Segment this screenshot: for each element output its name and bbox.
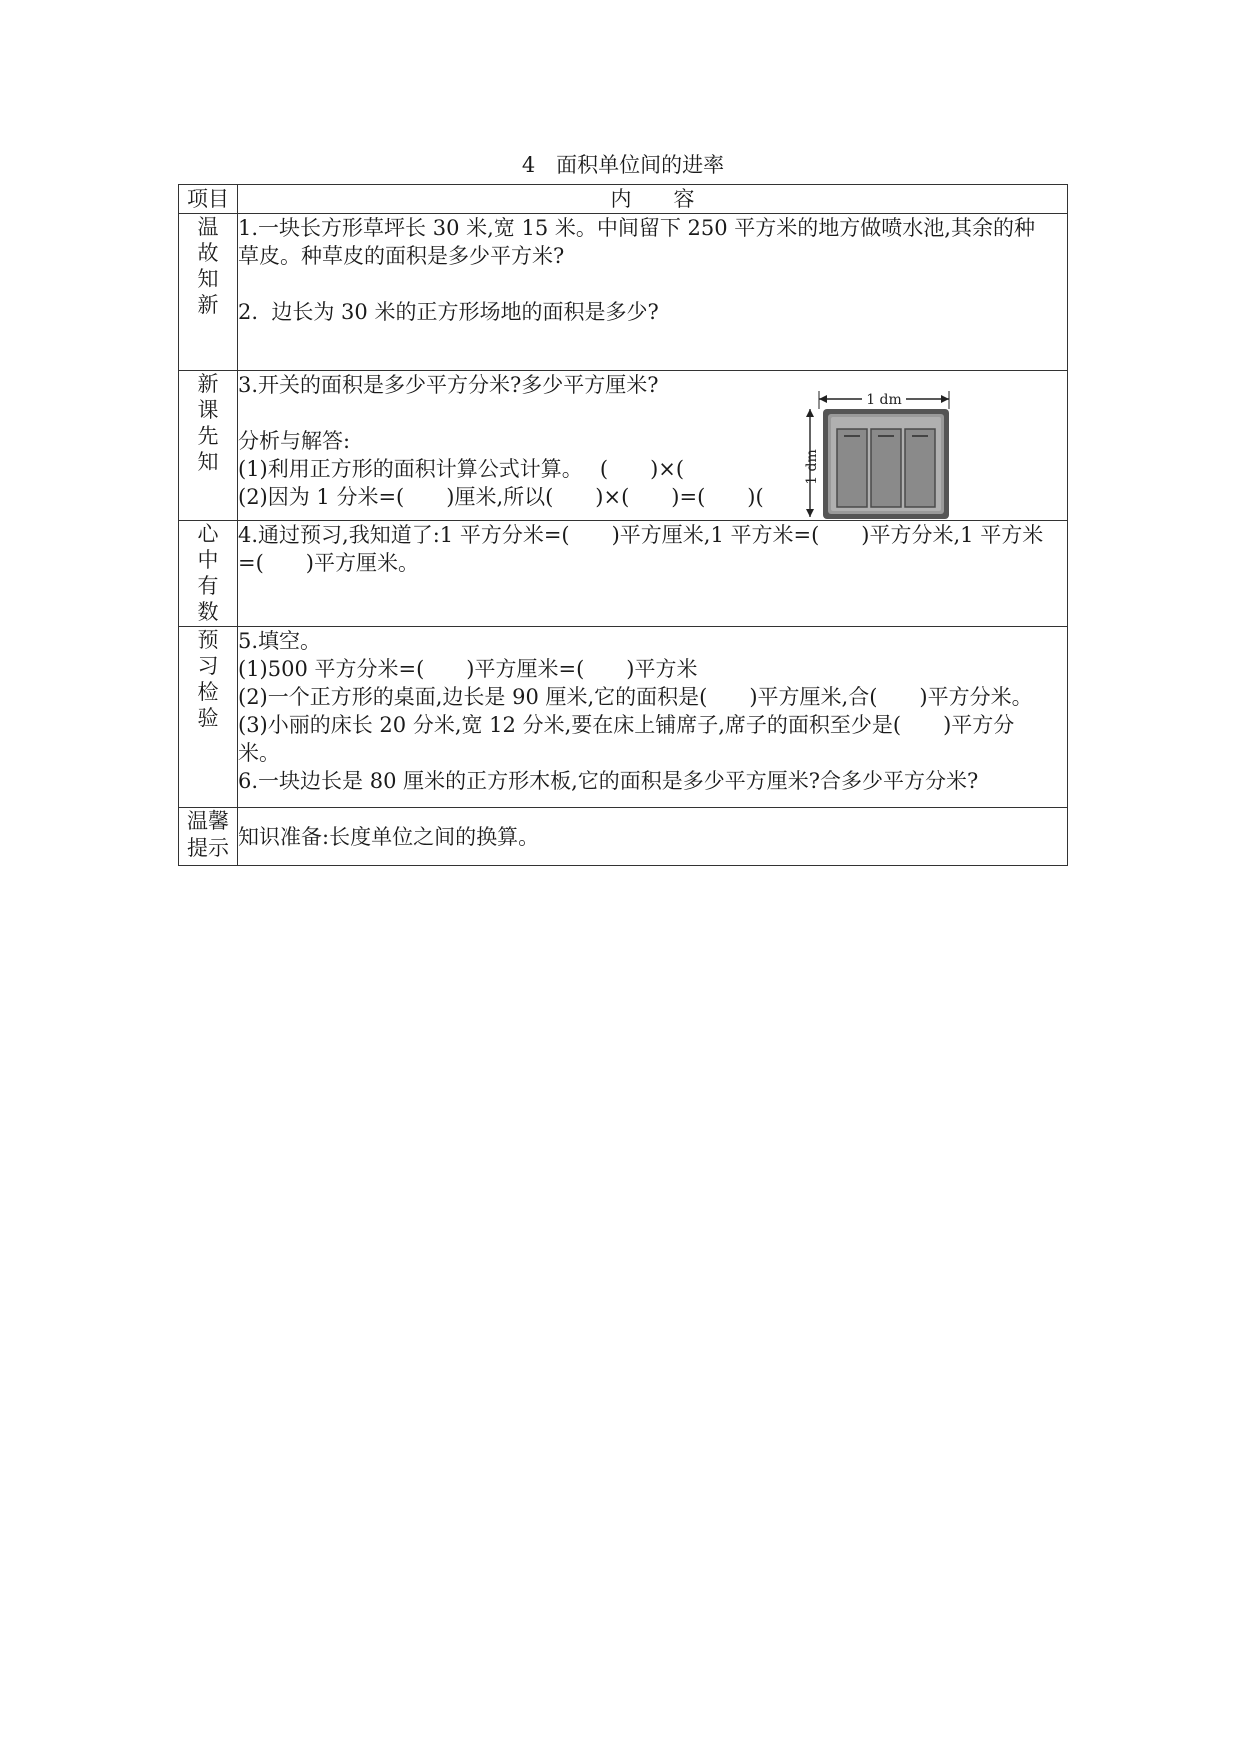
analysis-step-1: (1)利用正方形的面积计算公式计算。 ( )×( [238,455,1067,483]
rocker-button-left [837,429,867,507]
row-content-review [238,214,1068,371]
row-label-summary: 心 中 有 数 [197,522,219,624]
table-row-summary [179,521,1068,627]
question-6: 6.一块边长是 80 厘米的正方形木板,它的面积是多少平方厘米?合多少平方分米? [238,769,979,793]
analysis-step-2: (2)因为 1 分米=( )厘米,所以( )×( )=( )( [238,485,764,509]
row-label-cell [179,214,238,371]
top-dimension-label: 1 dm [866,392,902,408]
question-2: 2. 边长为 30 米的正方形场地的面积是多少? [238,300,659,324]
table-row-tip [179,808,1068,866]
question-5-part-3-cont: 米。 [238,741,280,765]
rocker-button-right [905,429,935,507]
row-content-new-lesson [238,371,1068,521]
row-content-check [238,627,1068,808]
row-label-new-lesson: 新 课 先 知 [197,372,219,474]
row-label-cell [179,808,238,866]
question-1-line-1: 1.一块长方形草坪长 30 米,宽 15 米。中间留下 250 平方米的地方做喷水池,其余的种 [238,216,1035,240]
header-item-cell [179,185,238,214]
question-5-part-1: (1)500 平方分米=( )平方厘米=( )平方米 [238,657,698,681]
row-content-tip [238,808,1068,866]
question-1-line-2: 草皮。种草皮的面积是多少平方米? [238,244,565,268]
question-4-line-1: 4.通过预习,我知道了:1 平方分米=( )平方厘米,1 平方米=( )平方分米,1 平方米 [238,523,1044,547]
tip-text: 知识准备:长度单位之间的换算。 [238,824,540,849]
header-item-label: 项目 [187,187,229,211]
row-label-check: 预 习 检 验 [197,628,219,730]
row-label-review: 温 故 知 新 [197,215,219,317]
question-5-part-3: (3)小丽的床长 20 分米,宽 12 分米,要在床上铺席子,席子的面积至少是( )平方分 [238,713,1015,737]
table-row-check [179,627,1068,808]
table-row-new-lesson [179,371,1068,521]
rocker-button-middle [871,429,901,507]
row-label-cell [179,521,238,627]
row-label-cell [179,627,238,808]
question-5-part-2: (2)一个正方形的桌面,边长是 90 厘米,它的面积是( )平方厘米,合( )平方分米。 [238,685,1033,709]
question-4-line-2: =( )平方厘米。 [238,551,419,575]
table-row-review [179,214,1068,371]
header-content-cell [238,185,1068,214]
analysis-heading: 分析与解答: [238,429,351,453]
light-switch-figure [806,387,956,521]
blank-line [238,270,1067,298]
side-dimension-label: 1 dm [804,449,820,485]
table-header-row [179,185,1068,214]
light-switch-image [806,387,956,521]
row-label-tip: 温馨 提示 [187,809,229,860]
page-title: 4 面积单位间的进率 [521,153,725,177]
question-3: 3.开关的面积是多少平方分米?多少平方厘米? [238,373,659,397]
header-content-label: 内 容 [610,187,695,211]
row-label-cell [179,371,238,521]
row-content-summary [238,521,1068,627]
lesson-table [178,184,1068,866]
question-5: 5.填空。 [238,629,322,653]
